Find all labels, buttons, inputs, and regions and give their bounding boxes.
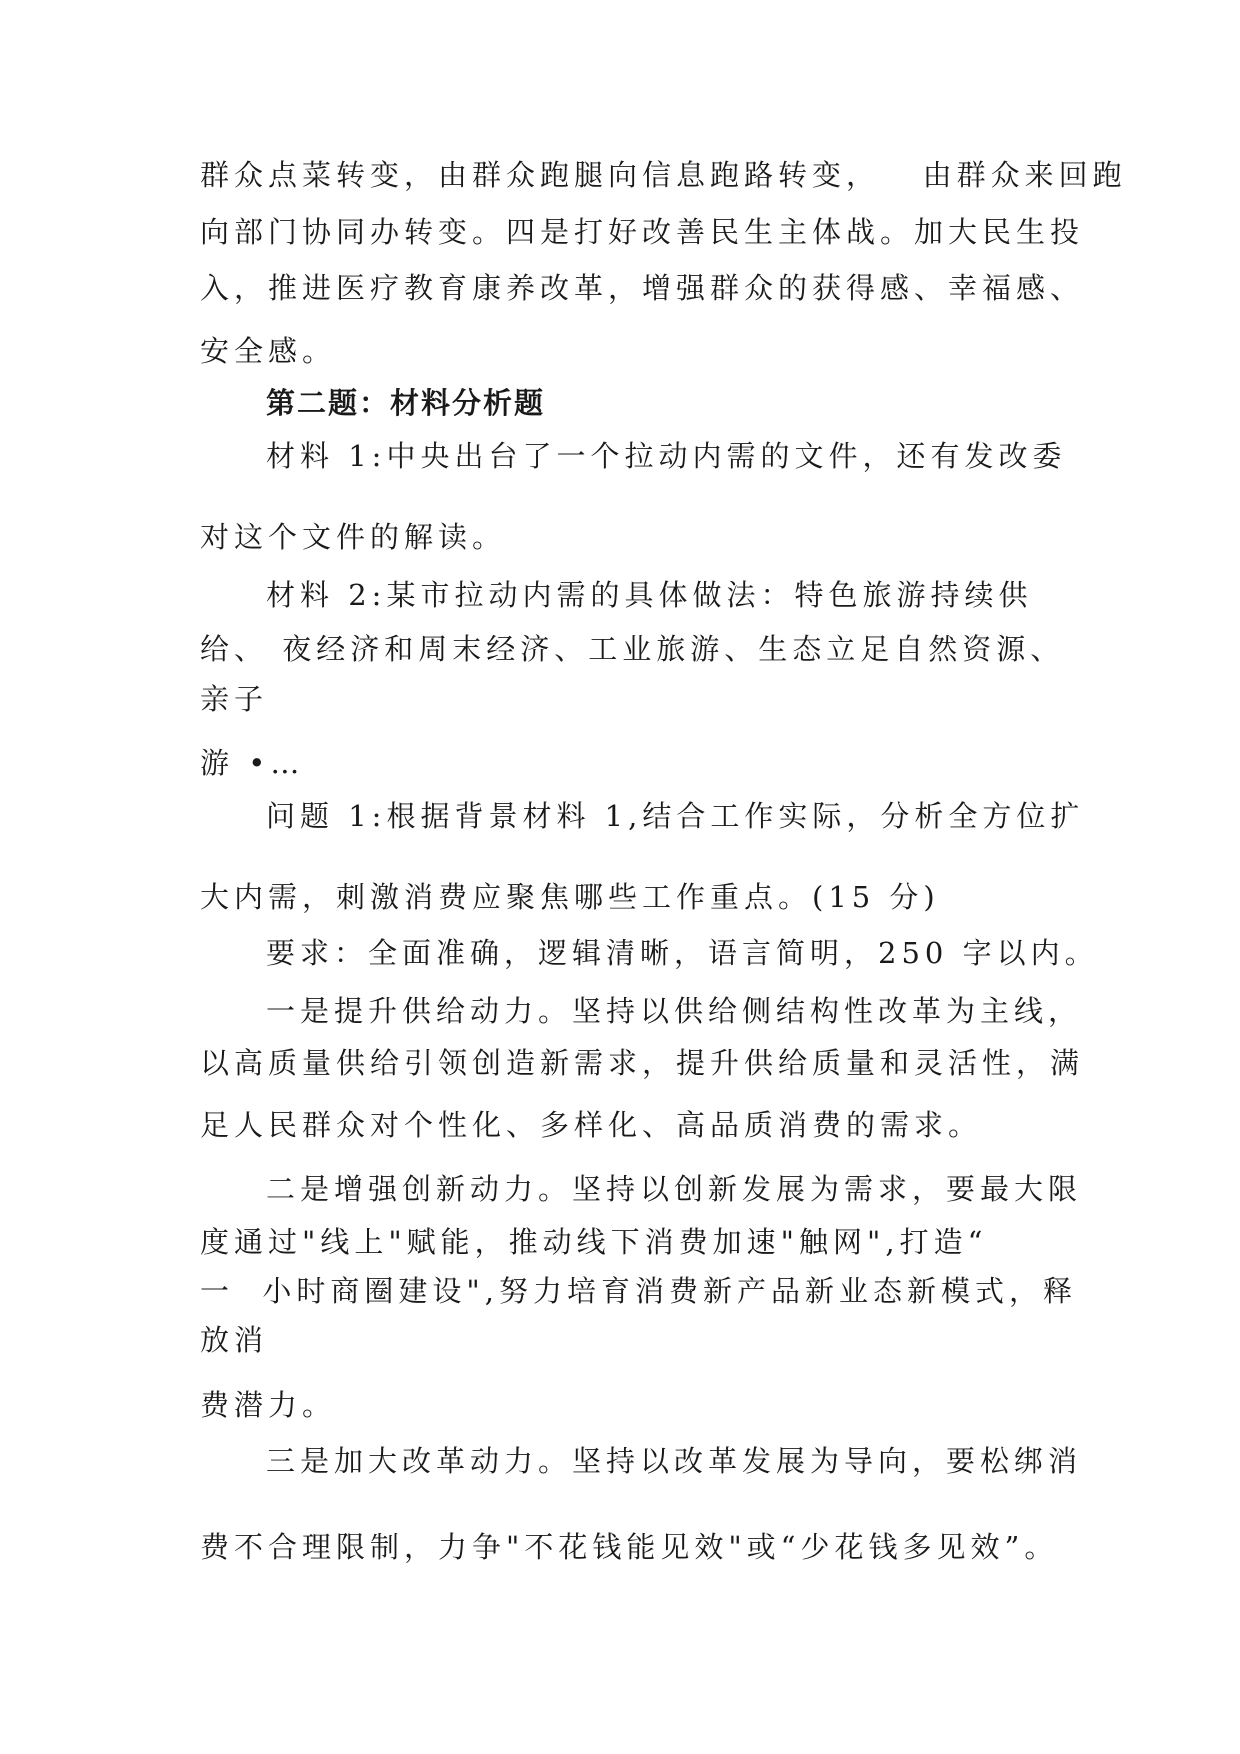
text-line: 亲子 <box>200 682 269 716</box>
text-line: 对这个文件的解读。 <box>200 520 507 554</box>
text-line: 一是提升供给动力。坚持以供给侧结构性改革为主线， <box>266 994 1083 1028</box>
text-line: 度通过"线上"赋能，推动线下消费加速"触网",打造“ <box>200 1225 988 1259</box>
text-line: 游 •… <box>200 746 305 780</box>
text-line: 问题 1:根据背景材料 1,结合工作实际，分析全方位扩 <box>266 799 1085 833</box>
text-line: 费潜力。 <box>200 1388 337 1422</box>
text-line: 要求：全面准确，逻辑清晰，语言简明，250 字以内。 <box>266 936 1099 970</box>
text-line: 足人民群众对个性化、多样化、高品质消费的需求。 <box>200 1108 983 1142</box>
text-line: 大内需，刺激消费应聚焦哪些工作重点。(15 分) <box>200 880 940 914</box>
text-line: 三是加大改革动力。坚持以改革发展为导向，要松绑消 <box>266 1444 1083 1478</box>
text-line: 给、 夜经济和周末经济、工业旅游、生态立足自然资源、 <box>200 632 1065 666</box>
text-line: 放消 <box>200 1323 269 1357</box>
section-heading: 第二题：材料分析题 <box>266 386 546 420</box>
text-line: 群众点菜转变，由群众跑腿向信息跑路转变， 由群众来回跑 <box>200 158 1127 192</box>
text-line: 费不合理限制，力争"不花钱能见效"或“少花钱多见效”。 <box>200 1530 1059 1564</box>
text-line: 向部门协同办转变。四是打好改善民生主体战。加大民生投 <box>200 215 1085 249</box>
text-line: 材料 2:某市拉动内需的具体做法：特色旅游持续供 <box>266 578 1033 612</box>
text-line: 安全感。 <box>200 334 337 368</box>
text-line: 以高质量供给引领创造新需求，提升供给质量和灵活性，满 <box>200 1046 1085 1080</box>
text-line: 一 小时商圈建设",努力培育消费新产品新业态新模式，释 <box>200 1274 1077 1308</box>
text-line: 二是增强创新动力。坚持以创新发展为需求，要最大限 <box>266 1172 1083 1206</box>
text-line: 入，推进医疗教育康养改革，增强群众的获得感、幸福感、 <box>200 271 1085 305</box>
text-line: 材料 1:中央出台了一个拉动内需的文件，还有发改委 <box>266 439 1067 473</box>
